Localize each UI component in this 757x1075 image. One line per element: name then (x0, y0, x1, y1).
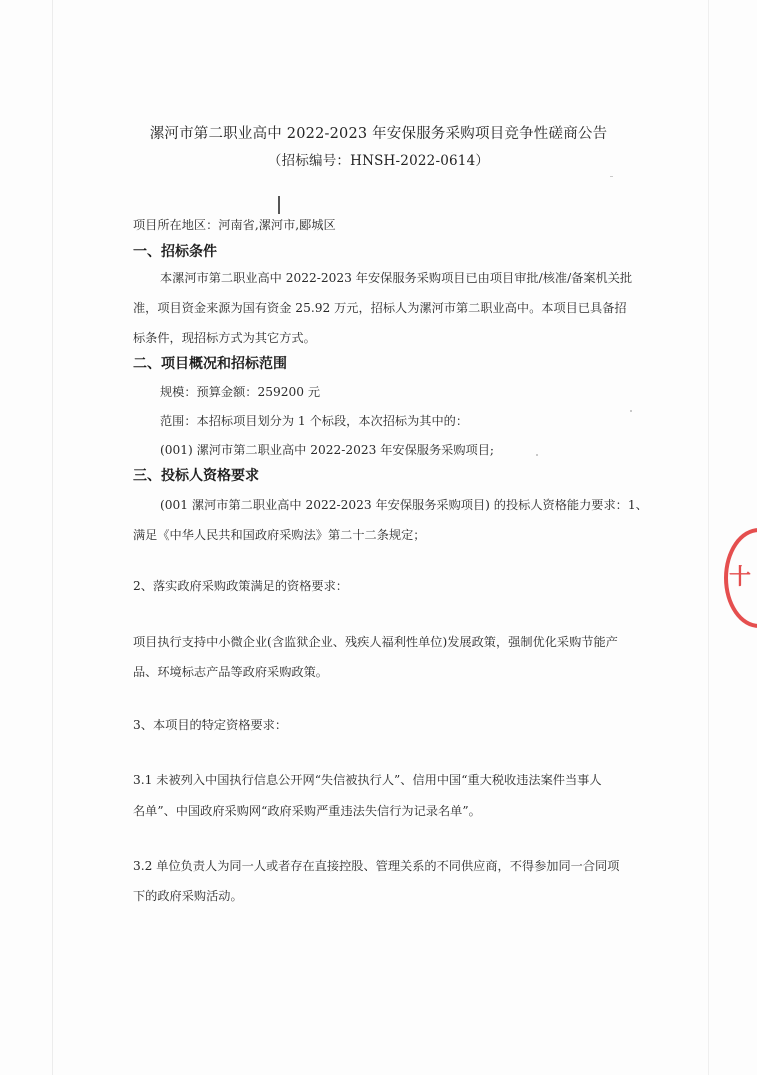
qualification-line: 3.1 未被列入中国执行信息公开网“失信被执行人”、信用中国“重大税收违法案件当事人 (133, 773, 602, 787)
budget-scale: 规模：预算金额：259200 元 (160, 385, 321, 399)
section-1-paragraph-line: 标条件，现招标方式为其它方式。 (133, 331, 316, 345)
lot-item: (001) 漯河市第二职业高中 2022-2023 年安保服务采购项目; (160, 443, 495, 457)
qualification-line: 名单”、中国政府采购网“政府采购严重违法失信行为记录名单”。 (133, 804, 481, 818)
section-3-heading: 三、投标人资格要求 (133, 468, 259, 484)
scan-artifact-mark (278, 196, 280, 214)
red-seal-stamp-glyph: 十 (729, 565, 752, 590)
section-2-heading: 二、项目概况和招标范围 (133, 356, 287, 372)
section-1-paragraph-line: 准，项目资金来源为国有资金 25.92 万元，招标人为漯河市第二职业高中。本项目已具备招 (133, 301, 627, 315)
tender-number: （招标编号：HNSH-2022-0614） (267, 153, 490, 169)
qualification-line: 2、落实政府采购政策满足的资格要求： (133, 579, 348, 593)
qualification-line: 3、本项目的特定资格要求： (133, 718, 288, 732)
project-location: 项目所在地区：河南省,漯河市,郾城区 (133, 218, 336, 232)
qualification-line: 3.2 单位负责人为同一人或者存在直接控股、管理关系的不同供应商，不得参加同一合同项 (133, 859, 620, 873)
section-1-heading: 一、招标条件 (133, 244, 217, 260)
document-title: 漯河市第二职业高中 2022-2023 年安保服务采购项目竞争性磋商公告 (149, 126, 608, 142)
tender-scope: 范围：本招标项目划分为 1 个标段，本次招标为其中的： (160, 414, 469, 428)
qualification-line: 下的政府采购活动。 (133, 889, 243, 903)
qualification-line: 项目执行支持中小微企业(含监狱企业、残疾人福利性单位)发展政策，强制优化采购节能产 (133, 635, 618, 649)
qualification-line: (001 漯河市第二职业高中 2022-2023 年安保服务采购项目) 的投标人资格能力要求：1、 (160, 498, 648, 512)
section-1-paragraph-line: 本漯河市第二职业高中 2022-2023 年安保服务采购项目已由项目审批/核准/备案机关批 (160, 271, 633, 285)
qualification-line: 品、环境标志产品等政府采购政策。 (133, 665, 328, 679)
qualification-line: 满足《中华人民共和国政府采购法》第二十二条规定； (133, 528, 426, 542)
